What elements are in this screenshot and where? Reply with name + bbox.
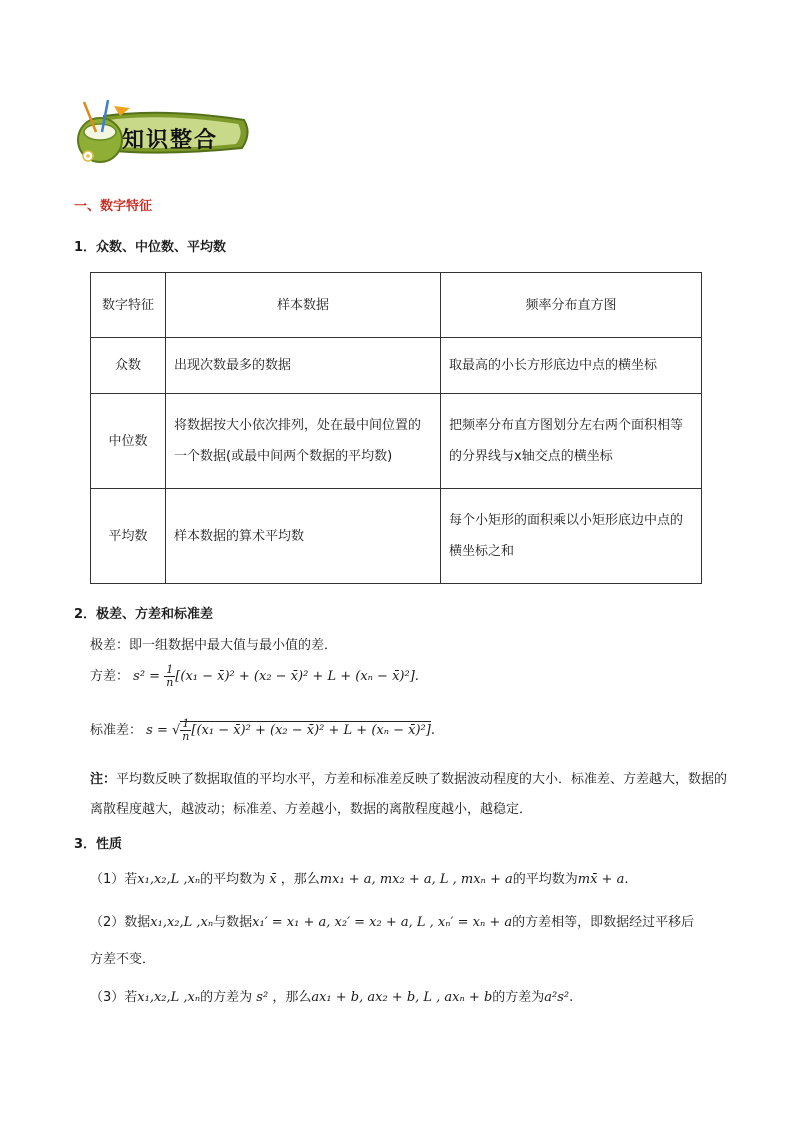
table-header-cell: 频率分布直方图: [441, 273, 702, 338]
table-cell: 众数: [91, 338, 166, 394]
variance-label: 方差：: [90, 669, 130, 684]
banner-title: 知识整合: [122, 128, 219, 153]
table-cell: 平均数: [91, 489, 166, 584]
table-row: [91, 489, 702, 584]
table-cell: 将数据按大小依次排列，处在最中间位置的一个数据(或最中间两个数据的平均数): [166, 394, 441, 489]
table-header-cell: 数字特征: [91, 273, 166, 338]
table-cell: 样本数据的算术平均数: [166, 489, 441, 584]
note-text: 平均数反映了数据取值的平均水平，方差和标准差反映了数据波动程度的大小．标准差、方差越大，数据的离散程度越大，越波动；标准差、方差越小，数据的离散程度越小，越稳定．: [90, 772, 728, 817]
subsection-title-3: 3．性质: [74, 837, 123, 852]
property-3: （3）若x₁,x₂,L ,xₙ的方差为 s² ，那么ax₁ + b, ax₂ + b, L , axₙ + b的方差为a²s².: [90, 990, 574, 1005]
subsection-title-2: 2．极差、方差和标准差: [74, 607, 214, 622]
property-1: （1）若x₁,x₂,L ,xₙ的平均数为 x̄ ，那么mx₁ + a, mx₂ + a, L , mxₙ + a的平均数为mx̄ + a.: [90, 872, 629, 887]
variance-formula: [90, 664, 419, 689]
property-2-tail: 方差不变．: [90, 952, 156, 967]
subsection-title-1: 1．众数、中位数、平均数: [74, 240, 227, 255]
std-label: 标准差：: [90, 723, 143, 738]
statistics-table: [90, 272, 702, 584]
table-cell: 中位数: [91, 394, 166, 489]
note-label: 注：: [90, 772, 117, 787]
table-header-row: [91, 273, 702, 338]
table-cell: 取最高的小长方形底边中点的横坐标: [441, 338, 702, 394]
table-cell: 每个小矩形的面积乘以小矩形底边中点的横坐标之和: [441, 489, 702, 584]
range-definition: 极差：即一组数据中最大值与最小值的差．: [90, 638, 338, 653]
table-header-cell: 样本数据: [166, 273, 441, 338]
table-cell: 出现次数最多的数据: [166, 338, 441, 394]
std-math: s = √ $\frac{1}{n}$ [(x₁ − x̄)² + (x₂ − x̄)² + L + (xₙ − x̄)²].: [146, 717, 435, 743]
table-cell: 把频率分布直方图划分左右两个面积相等的分界线与x轴交点的横坐标: [441, 394, 702, 489]
variance-math: s² = $\frac{1}{n}$ [(x₁ − x̄)² + (x₂ − x̄)² + L + (xₙ − x̄)²].: [133, 663, 419, 689]
note-paragraph: [90, 765, 740, 825]
section-title: 一、数字特征: [74, 199, 153, 214]
std-formula: [90, 718, 435, 743]
table-row: [91, 338, 702, 394]
section-banner: [74, 98, 252, 168]
table-row: [91, 394, 702, 489]
property-2: （2）数据x₁,x₂,L ,xₙ与数据x₁′ = x₁ + a, x₂′ = x₂ + a, L , xₙ′ = xₙ + a的方差相等，即数据经过平移后: [90, 915, 695, 930]
